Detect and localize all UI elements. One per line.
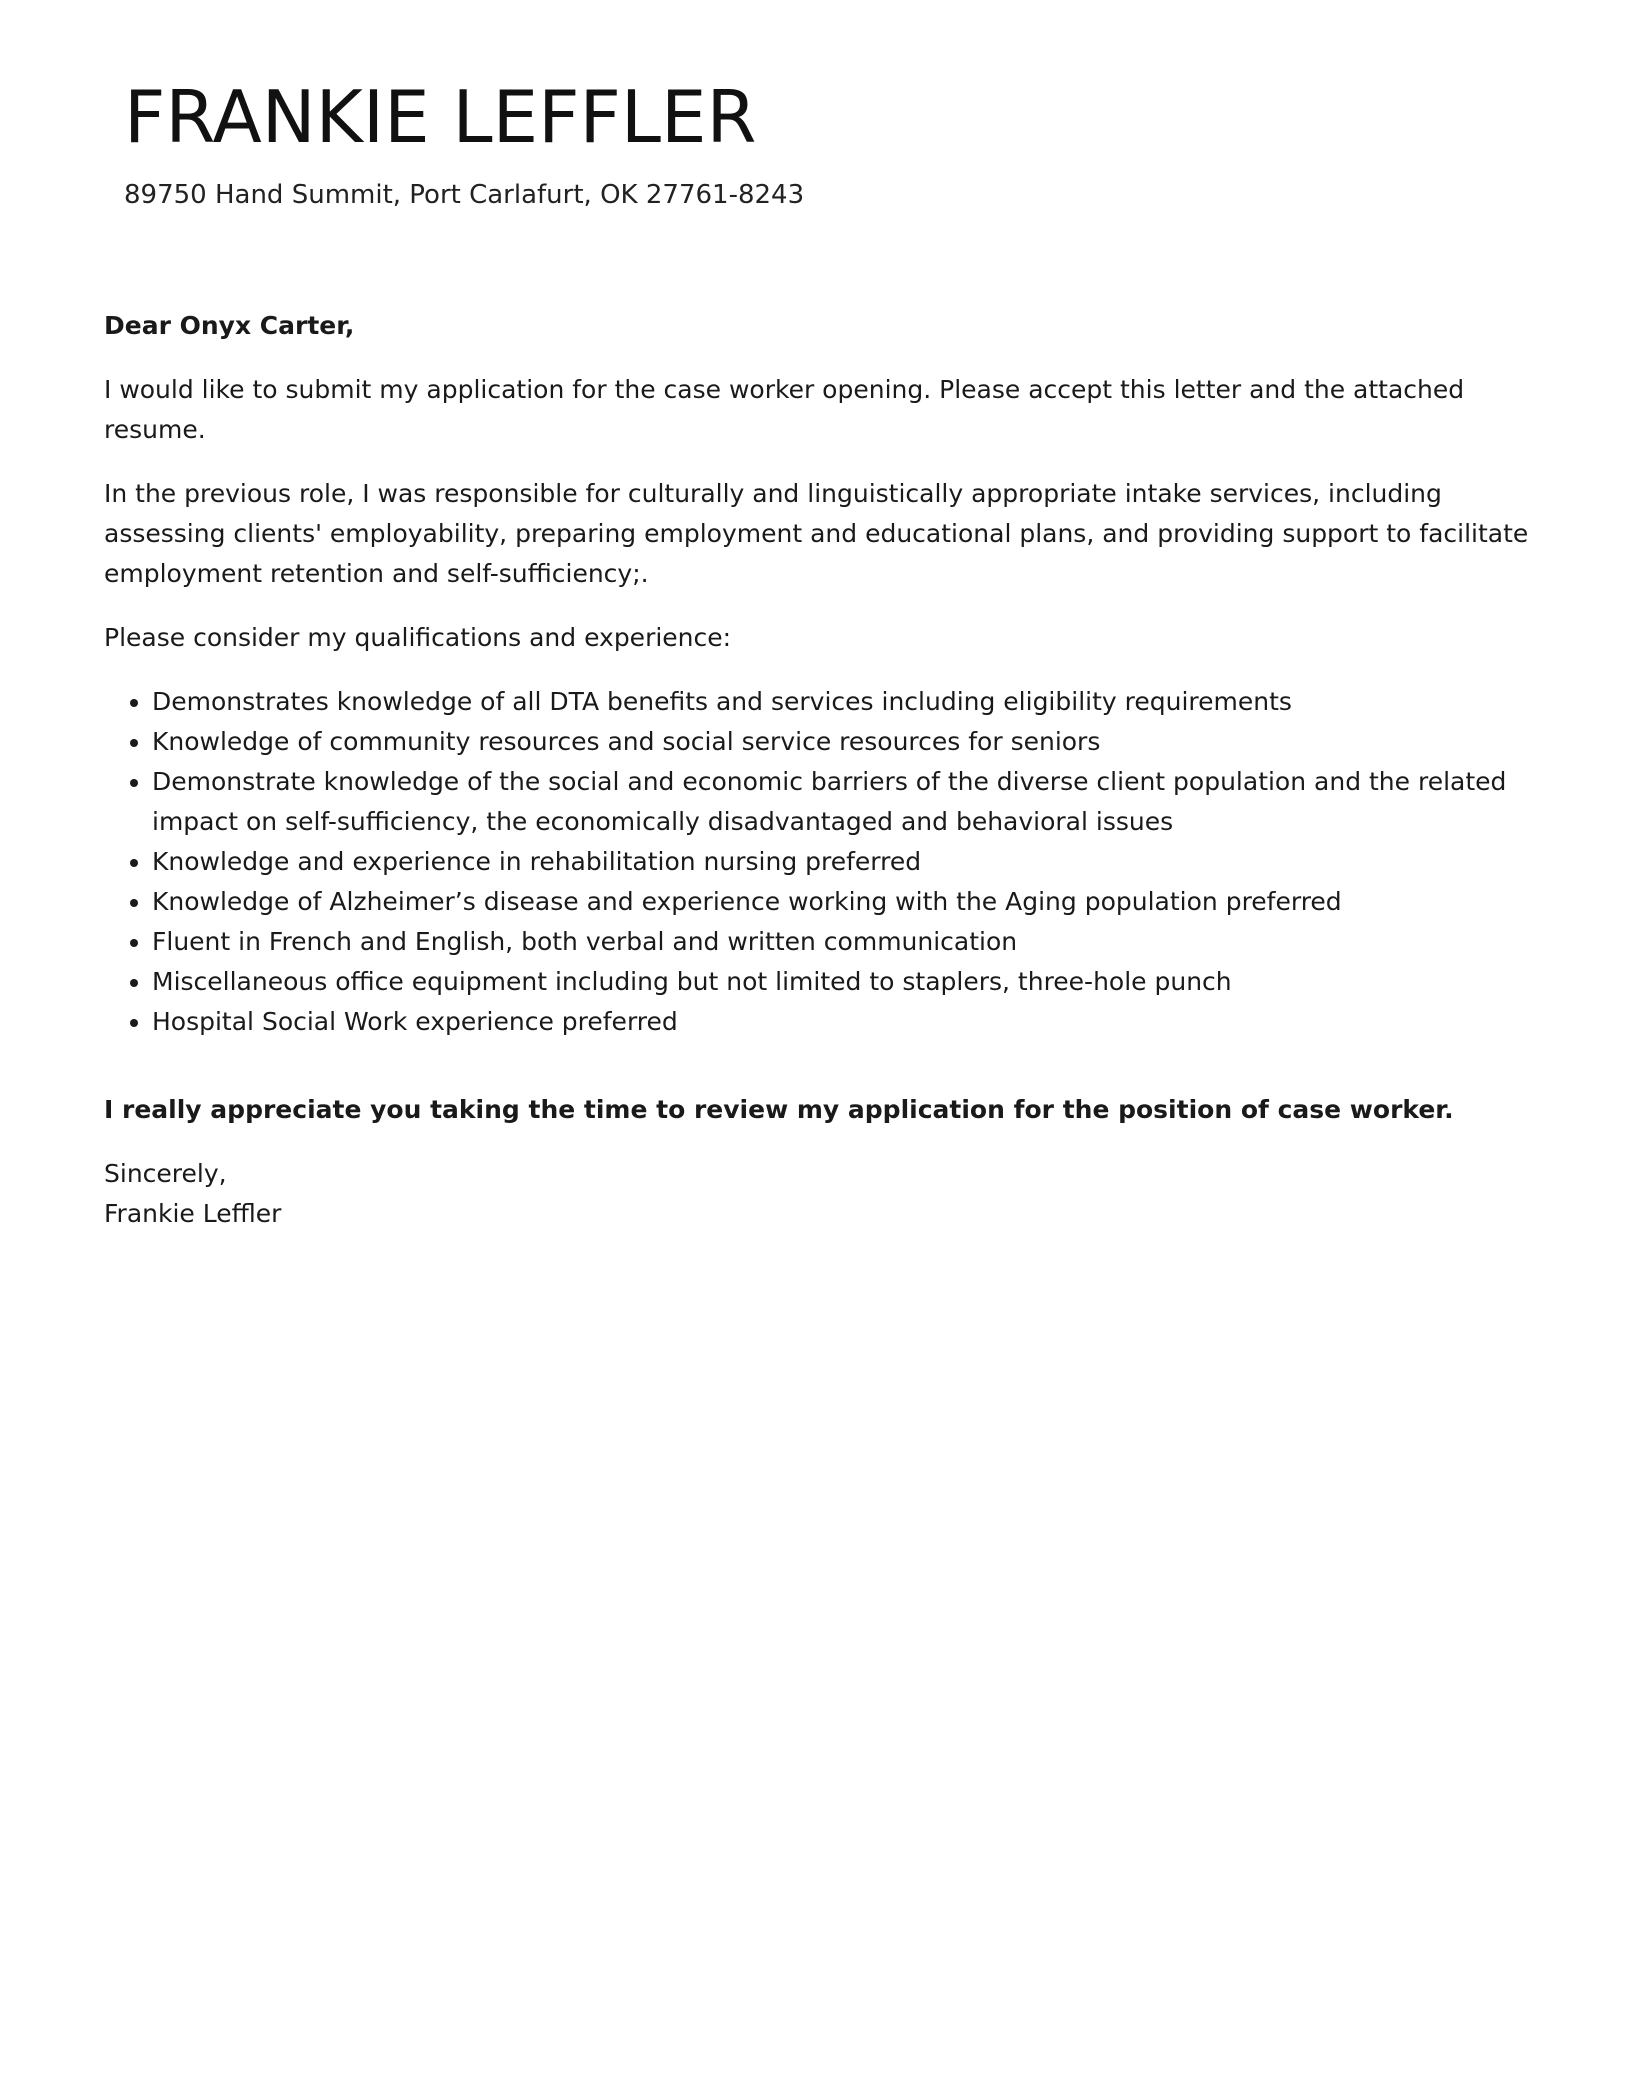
sign-off [104,1154,1534,1234]
letter-header [124,72,804,212]
closing-note: I really appreciate you taking the time to review my application for the position of case worker. [104,1095,1454,1124]
valediction: Sincerely, [104,1159,227,1188]
list-item: • Knowledge of Alzheimer’s disease and experience working with the Aging population preferred [152,882,1534,922]
signature-name: Frankie Leffler [104,1199,282,1228]
intro-paragraph: I would like to submit my application for the case worker opening. Please accept this letter and the attached resume. [104,375,1465,444]
list-item: • Demonstrate knowledge of the social and economic barriers of the diverse client population and the related impact on self-sufficiency, the economically disadvantaged and behavioral issues [152,762,1534,842]
list-item: • Hospital Social Work experience preferred [152,1002,1534,1042]
qualifications-list [104,682,1534,1042]
applicant-address: 89750 Hand Summit, Port Carlafurt, OK 27761-8243 [124,180,805,210]
list-item: • Fluent in French and English, both verbal and written communication [152,922,1534,962]
salutation: Dear Onyx Carter, [104,311,355,340]
list-item: • Knowledge and experience in rehabilitation nursing preferred [152,842,1534,882]
list-item: • Demonstrates knowledge of all DTA benefits and services including eligibility requirements [152,682,1534,722]
list-item: • Knowledge of community resources and social service resources for seniors [152,722,1534,762]
qualifications-lead-in: Please consider my qualifications and experience: [104,623,732,652]
list-item: • Miscellaneous office equipment including but not limited to staplers, three-hole punch [152,962,1534,1002]
applicant-name: FRANKIE LEFFLER [124,75,757,159]
letter-body [104,306,1534,1234]
experience-paragraph: In the previous role, I was responsible for culturally and linguistically appropriate intake services, including assessing clients' employability, preparing employment and educational plans, and providing support to facilitate employment retention and self-sufficiency;. [104,479,1529,588]
